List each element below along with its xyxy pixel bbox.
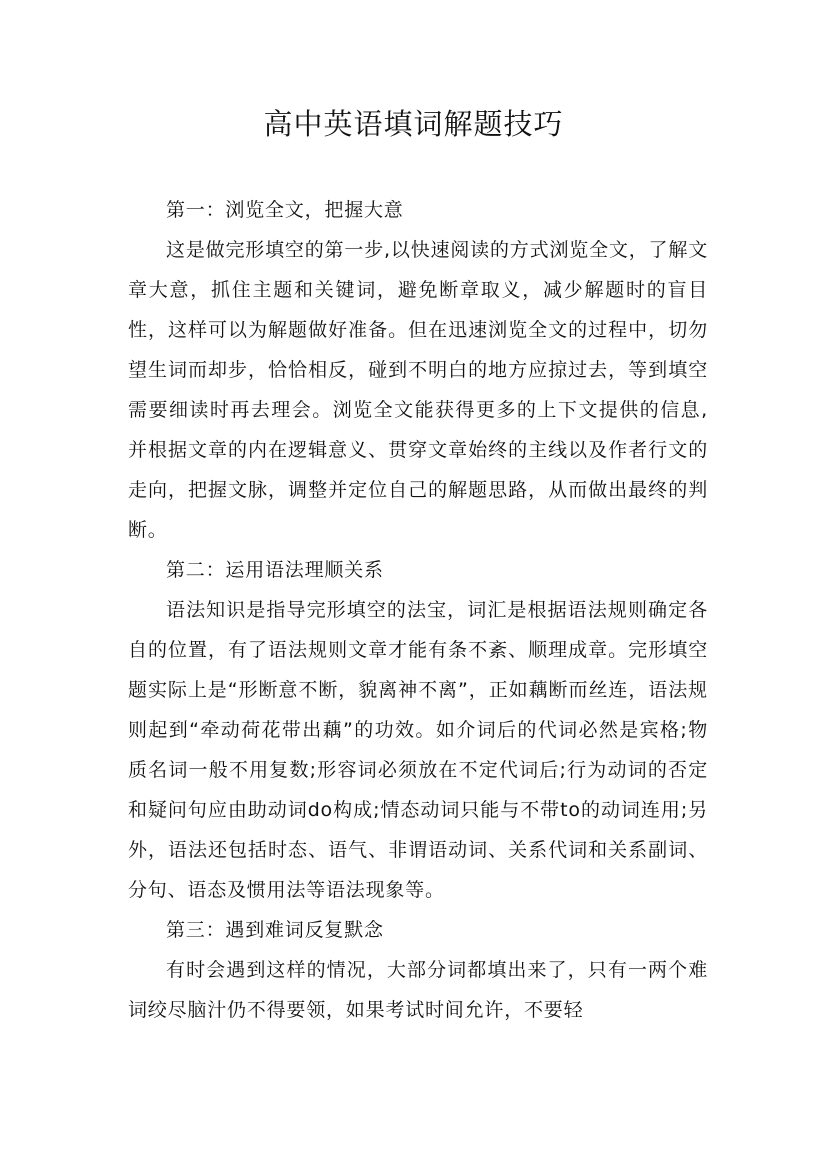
document-title: 高中英语填词解题技巧 bbox=[263, 107, 564, 141]
document-body bbox=[128, 190, 708, 1030]
section-paragraph-1: 这是做完形填空的第一步,以快速阅读的方式浏览全文，了解文章大意，抓住主题和关键词，避免断章取义，减少解题时的盲目性，这样可以为解题做好准备。但在迅速浏览全文的过程中，切勿望生词而却步，恰恰相反，碰到不明白的地方应掠过去，等到填空需要细读时再去理会。浏览全文能获得更多的上下文提供的信息,并根据文章的内在逻辑意义、贯穿文章始终的主线以及作者行文的走向，把握文脉，调整并定位自己的解题思路，从而做出最终的判断。 bbox=[128, 239, 708, 541]
section-heading-1: 第一：浏览全文，把握大意 bbox=[166, 199, 404, 221]
section-heading-3: 第三：遇到难词反复默念 bbox=[166, 919, 384, 941]
section-paragraph-2: 语法知识是指导完形填空的法宝，词汇是根据语法规则确定各自的位置，有了语法规则文章才能有条不紊、顺理成章。完形填空题实际上是“形断意不断，貌离神不离”，正如藕断而丝连，语法规则起到“牵动荷花带出藕”的功效。如介词后的代词必然是宾格;物质名词一般不用复数;形容词必须放在不定代词后;行为动词的否定和疑问句应由助动词do构成;情态动词只能与不带to的动词连用;另外，语法还包括时态、语气、非谓语动词、关系代词和关系副词、分句、语态及惯用法等语法现象等。 bbox=[128, 599, 708, 901]
section-paragraph-3: 有时会遇到这样的情况，大部分词都填出来了，只有一两个难词绞尽脑汁仍不得要领，如果考试时间允许，不要轻 bbox=[128, 959, 708, 1021]
section-heading-2: 第二：运用语法理顺关系 bbox=[166, 559, 384, 581]
